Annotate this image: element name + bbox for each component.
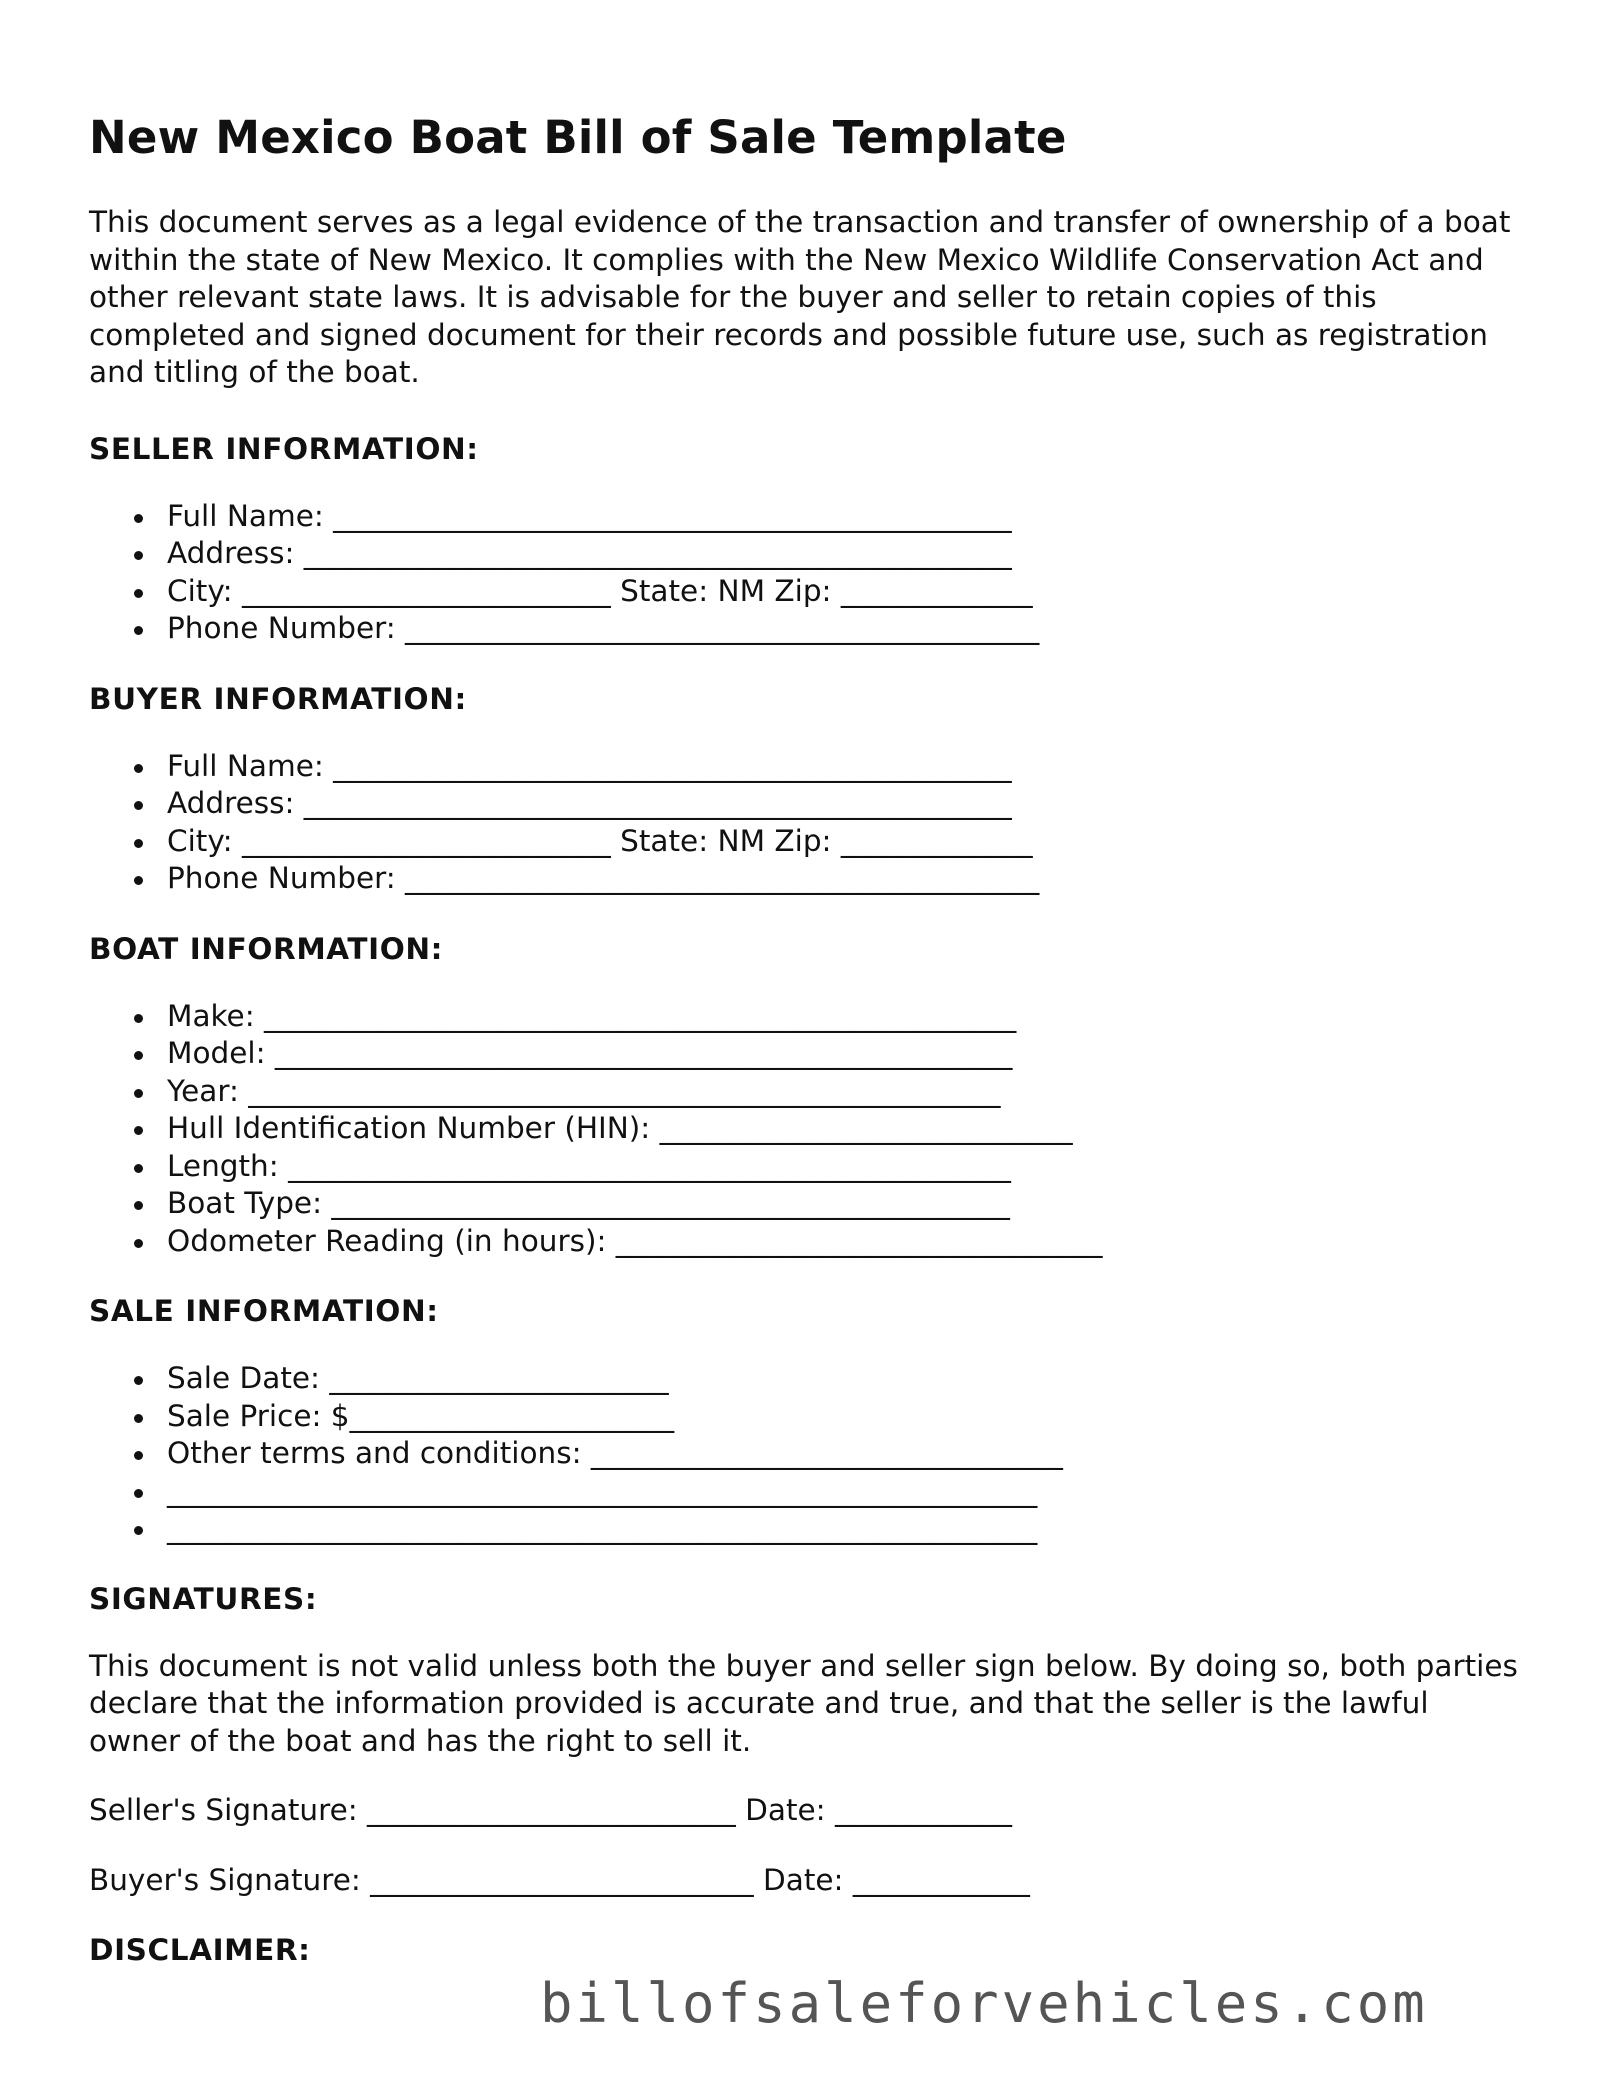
sale-list <box>89 1360 1519 1548</box>
buyer-full-name-field: Full Name: ______________________________________________ <box>89 748 1519 786</box>
sale-price-field: Sale Price: $______________________ <box>89 1398 1519 1436</box>
sale-heading: SALE INFORMATION: <box>89 1294 439 1328</box>
seller-signature-line: Seller's Signature: _________________________ Date: ____________ <box>89 1793 1012 1827</box>
intro-paragraph: This document serves as a legal evidence of the transaction and transfer of ownership of a boat within the state of New Mexico. It complies with the New Mexico Wildlife Conservation Act and other relevant state laws. It is advisable for the buyer and seller to retain copies of this completed and signed document for their records and possible future use, such as registration and titling of the boat. <box>89 205 1511 389</box>
boat-hin-field: Hull Identification Number (HIN): ____________________________ <box>89 1110 1519 1148</box>
boat-type-field: Boat Type: ______________________________________________ <box>89 1185 1519 1223</box>
boat-odometer-field: Odometer Reading (in hours): _________________________________ <box>89 1223 1519 1261</box>
buyer-heading: BUYER INFORMATION: <box>89 681 467 716</box>
signatures-paragraph: This document is not valid unless both the buyer and seller sign below. By doing so, both parties declare that the information provided is accurate and true, and that the seller is the lawful owner of the boat and has the right to sell it. <box>89 1648 1518 1758</box>
boat-length-field: Length: _________________________________________________ <box>89 1148 1519 1186</box>
sale-terms-line: ___________________________________________________________ <box>89 1510 1519 1548</box>
boat-model-field: Model: __________________________________________________ <box>89 1035 1519 1073</box>
sale-date-field: Sale Date: _______________________ <box>89 1360 1519 1398</box>
seller-phone-field: Phone Number: ___________________________________________ <box>89 610 1519 648</box>
buyer-signature-line: Buyer's Signature: __________________________ Date: ____________ <box>89 1862 1030 1897</box>
boat-year-field: Year: ___________________________________________________ <box>89 1073 1519 1111</box>
buyer-list <box>89 748 1519 898</box>
buyer-address-field: Address: ________________________________________________ <box>89 785 1519 823</box>
seller-list <box>89 498 1519 648</box>
buyer-city-state-zip-field: City: _________________________ State: NM Zip: _____________ <box>89 823 1519 861</box>
disclaimer-heading: DISCLAIMER: <box>89 1933 311 1967</box>
seller-address-field: Address: ________________________________________________ <box>89 535 1519 573</box>
seller-city-state-zip-field: City: _________________________ State: NM Zip: _____________ <box>89 573 1519 611</box>
buyer-phone-field: Phone Number: ___________________________________________ <box>89 860 1519 898</box>
sale-terms-line: ___________________________________________________________ <box>89 1473 1519 1511</box>
boat-make-field: Make: ___________________________________________________ <box>89 998 1519 1036</box>
boat-heading: BOAT INFORMATION: <box>89 931 444 966</box>
signatures-heading: SIGNATURES: <box>89 1581 318 1616</box>
document-page <box>89 108 1519 1999</box>
seller-full-name-field: Full Name: ______________________________________________ <box>89 498 1519 536</box>
seller-heading: SELLER INFORMATION: <box>89 431 479 466</box>
sale-terms-field: Other terms and conditions: ________________________________ <box>89 1435 1519 1473</box>
site-watermark: billofsaleforvehicles.com <box>540 1972 1428 2035</box>
document-title: New Mexico Boat Bill of Sale Template <box>89 111 1067 164</box>
boat-list <box>89 998 1519 1261</box>
